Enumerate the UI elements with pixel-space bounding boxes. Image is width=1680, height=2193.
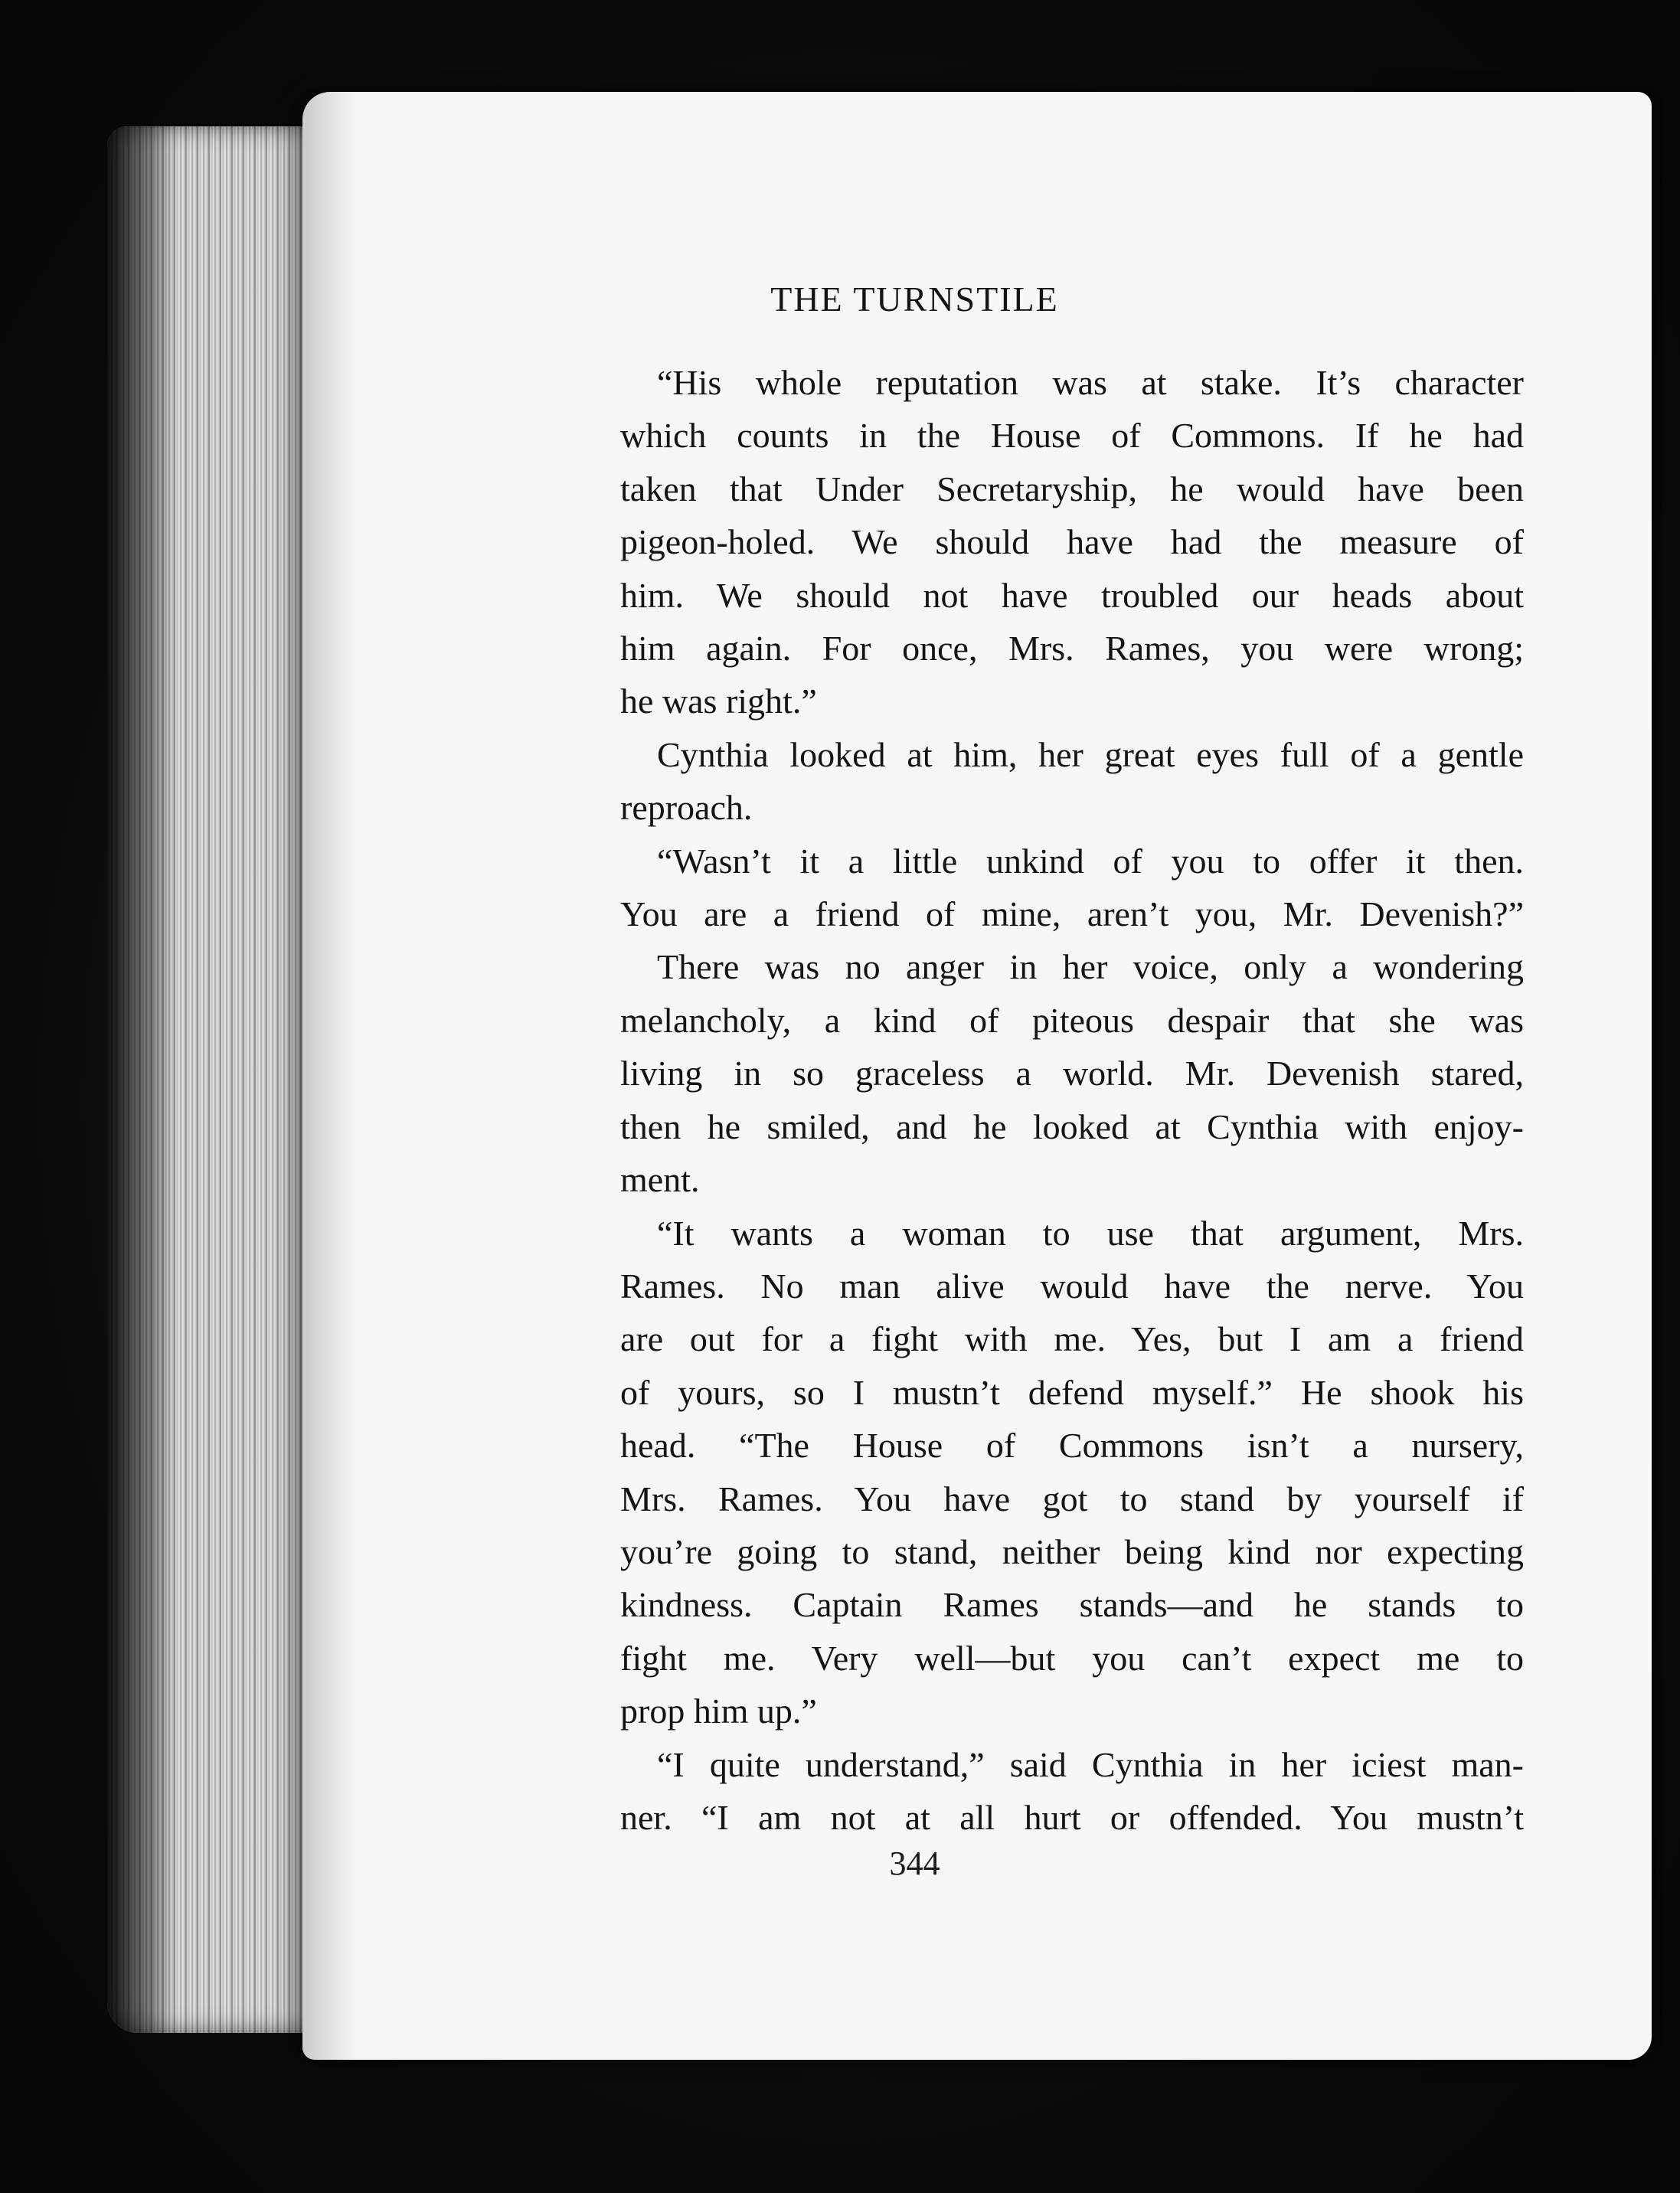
paragraph: [620, 728, 1524, 835]
text-line: pigeon-holed. We should have had the measure of: [620, 522, 1524, 562]
paragraph: [620, 1738, 1524, 1845]
paragraph: [620, 940, 1524, 1206]
text-line: “His whole reputation was at stake. It’s character: [657, 363, 1524, 402]
page-number: 344: [889, 1845, 940, 1882]
text-line: head. “The House of Commons isn’t a nursery,: [620, 1426, 1524, 1466]
running-head: THE TURNSTILE: [770, 279, 1059, 319]
text-line: are out for a fight with me. Yes, but I am a friend: [620, 1319, 1524, 1359]
paragraph: [620, 835, 1524, 941]
text-line: “It wants a woman to use that argument, Mrs.: [657, 1213, 1524, 1253]
book-edge-shadow: [107, 126, 176, 2033]
text-line: living in so graceless a world. Mr. Devenish stared,: [620, 1054, 1524, 1093]
text-line: you’re going to stand, neither being kind nor expecting: [620, 1531, 1524, 1571]
text-line: fight me. Very well—but you can’t expect me to: [620, 1638, 1524, 1678]
text-line: There was no anger in her voice, only a wondering: [657, 947, 1524, 987]
text-line: kindness. Captain Rames stands—and he stands to: [620, 1585, 1524, 1625]
text-line: he was right.”: [620, 681, 817, 721]
body-text: [620, 356, 1524, 1844]
text-line: him. We should not have troubled our heads about: [620, 575, 1524, 615]
text-line: reproach.: [620, 788, 753, 828]
text-line: him again. For once, Mrs. Rames, you were wrong;: [620, 629, 1524, 668]
text-line: Mrs. Rames. You have got to stand by yourself if: [620, 1479, 1524, 1518]
paragraph: [620, 1207, 1524, 1738]
text-line: Cynthia looked at him, her great eyes full of a gentle: [657, 734, 1524, 774]
text-line: Rames. No man alive would have the nerve. You: [620, 1266, 1524, 1306]
text-line: ner. “I am not at all hurt or offended. You mustn’t: [620, 1797, 1524, 1837]
text-line: of yours, so I mustn’t defend myself.” He shook his: [620, 1372, 1524, 1412]
text-line: “Wasn’t it a little unkind of you to offer it then.: [657, 841, 1524, 881]
text-line: melancholy, a kind of piteous despair that she was: [620, 1000, 1524, 1040]
text-line: taken that Under Secretaryship, he would have been: [620, 469, 1524, 508]
paragraph: [620, 356, 1524, 728]
text-line: “I quite understand,” said Cynthia in her iciest man-: [657, 1744, 1524, 1784]
text-line: ment.: [620, 1160, 700, 1200]
text-line: You are a friend of mine, aren’t you, Mr. Devenish?”: [620, 894, 1524, 934]
text-line: which counts in the House of Commons. If he had: [620, 416, 1524, 456]
page-gutter-shade: [302, 92, 356, 2060]
text-line: prop him up.”: [620, 1691, 817, 1731]
text-line: then he smiled, and he looked at Cynthia with enjoy-: [620, 1106, 1524, 1146]
